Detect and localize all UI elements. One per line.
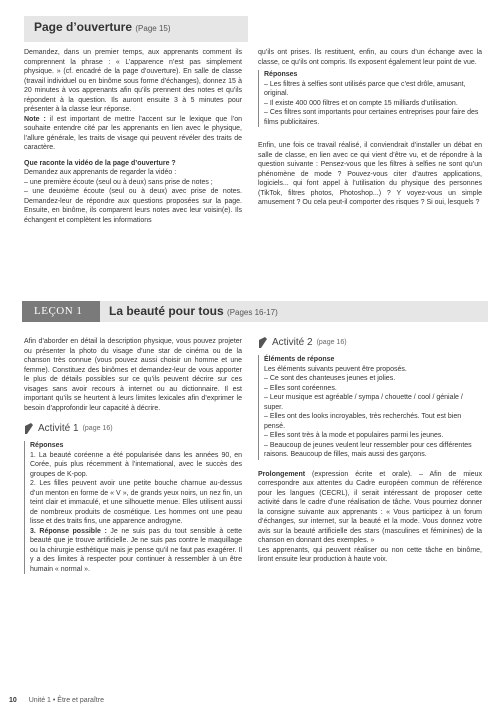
answer-item: – Il existe 400 000 filtres et on compte 15 milliards d’utilisation. (264, 99, 458, 107)
element-item: – Leur musique est agréable / sympa / chouette / cool / géniale / super. (264, 394, 463, 411)
element-item: – Ce sont des chanteuses jeunes et jolies. (264, 375, 396, 382)
left-top-column (24, 48, 242, 225)
possible-text: Je ne suis pas du tout sensible à cette beauté que je trouve artificielle. Je ne suis pas contre le maquillage ou la chirurgie esthétique mais je pense qu’il ne faut pas exagérer. Il y a des limites à respecter pour continuer à ressembler à un être humain « normal ». (30, 527, 242, 573)
closing-paragraph: Enfin, une fois ce travail réalisé, il conviendrait d’installer un débat en salle de classe, en lien avec ce qui vient d’être vu, et de répondre à la question suivante : Pensez-vous que les filtres à selfies ne sont qu’un phénomène de mode ? Pouvez-vous citer d’autres applications, logiciels... qui font appel à l’utilisation du physique des personnes (TikTok, filtres photos, Photoshop...) ? Y voyez-vous un simple amusement ? Ou cela peut-il comporter des risques ? Si oui, lesquels ? (258, 142, 482, 206)
element-item: – Elles ont des looks incroyables, très recherchés. Tout est bien pensé. (264, 413, 462, 430)
answer-item: 1. La beauté coréenne a été popularisée dans les années 90, en Corée, puis plus récemment à l’international, avec le succès des groupes de K-pop. (30, 451, 242, 478)
pencil-icon (24, 423, 34, 435)
answer-item: 2. Les filles peuvent avoir une petite bouche charnue au-dessus d’un menton en forme de « V », de grands yeux noirs, un nez fin, un teint clair et immaculé, et une silhouette menue. Elles utilisent aussi de nombreux produits de cosmétique. Les hommes ont une peau lisse et des traits fins, une apparence androgyne. (30, 480, 242, 525)
activity-2-pages: (page 16) (316, 339, 347, 347)
activity-2-elements (258, 355, 482, 460)
final-paragraph: Les apprenants, qui peuvent réaliser ou non cette tâche en binôme, liront ensuite leur production à haute voix. (258, 546, 482, 563)
activity-1-pages: (page 16) (82, 425, 113, 433)
elements-title: Éléments de réponse (264, 356, 335, 363)
section-title-text: Page d’ouverture (34, 20, 133, 34)
section-title (34, 20, 171, 34)
element-item: – Elles sont coréennes. (264, 384, 337, 392)
note-text: il est important de mettre l’accent sur le lexique que l’on souhaite entendre cité par les apprenants en lien avec le physique, l’allure générale, les traits de visage qui peuvent révéler des traits de caractère. (24, 115, 242, 151)
lesson-title (109, 304, 278, 318)
activity-2-label: Activité 2 (272, 337, 313, 349)
answers-title: Réponses (264, 71, 298, 78)
prolongement-paragraph (258, 470, 482, 546)
element-item: – Beaucoup de jeunes veulent leur ressembler pour ces différentes raisons. Beaucoup de filles, mais aussi des garçons. (264, 441, 472, 458)
answer-item: – Ces filtres sont importants pour certaines entreprises pour faire des films publicitaires. (264, 109, 479, 126)
video-question: Que raconte la vidéo de la page d’ouverture ? (24, 159, 176, 167)
pencil-icon (258, 337, 268, 349)
lesson-title-text: La beauté pour tous (109, 304, 224, 318)
right-top-column (258, 48, 482, 208)
possible-label: 3. Réponse possible : (30, 527, 107, 535)
section-pages: (Page 15) (135, 24, 171, 33)
prolongement-text: (expression écrite et orale). – Afin de mieux correspondre aux attentes du Cadre européen commun de référence pour les langues (CECRL), il serait intéressant de proposer cette activité dans le cadre d’une réalisation de tâche. Vous pourriez donner la consigne suivante aux apprenants : « Vous participez à un forum d’échanges, sur internet, sur la beauté et la mode. Vous donnez votre avis sur la beauté artificielle des stars (masculines et féminines) de la chanson en donnant des exemples. » (258, 470, 482, 544)
answers-title: Réponses (30, 442, 64, 449)
note-label: Note : (24, 115, 46, 123)
answers-box (258, 70, 482, 127)
right-bottom-column (258, 337, 482, 565)
activity-2-heading (258, 337, 482, 349)
page-number: 10 (9, 697, 17, 704)
activity-1-label: Activité 1 (38, 423, 79, 435)
video-instructions: Demandez aux apprenants de regarder la vidéo : – une première écoute (seul ou à deux) sans prise de notes ; – une deuxième écoute (seul ou à deux) avec prise de notes. Demandez-leur de répondre aux questions proposées sur la page. Ensuite, en binôme, ils comparent leurs notes avec leur voisin(e). Ils échangent et complètent les informations (24, 169, 242, 224)
lesson-label: LEÇON 1 (34, 305, 83, 317)
activity-1-heading (24, 423, 242, 435)
answer-item (30, 527, 242, 575)
prolongement-label: Prolongement (258, 470, 306, 478)
footer (9, 697, 104, 704)
lesson-pages: (Pages 16-17) (227, 308, 278, 317)
intro-paragraph: Demandez, dans un premier temps, aux apprenants comment ils comprennent la phrase : « L’apparence n’est pas simplement physique. » (cf. encadré de la page d’ouverture). En salle de classe (travail individuel ou en binôme sous forme d’échanges), donnez 15 à 20 minutes à vos apprenants afin qu’ils prennent des notes et qu’ils répondent à la question. Ils auront ensuite 3 à 5 minutes pour présenter à la classe leur réponse. (24, 49, 242, 113)
element-item: Les éléments suivants peuvent être proposés. (264, 365, 407, 373)
lesson-intro: Afin d’aborder en détail la description physique, vous pouvez projeter ou présenter la photo du visage d’une star de cinéma ou de la chanson très connue (vous pouvez aussi choisir un homme et une femme). Constituez des binômes et demandez-leur de vous apporter le plus de détails possibles sur ce qu’ils peuvent décrire sur ces visages sans avoir recours à internet ou au dictionnaire. Il est important qu’ils se heurtent à leurs limites lexicales afin d’exprimer le besoin d’approfondir leur capacité à décrire. (24, 338, 242, 412)
element-item: – Elles sont très à la mode et populaires parmi les jeunes. (264, 432, 444, 439)
note-paragraph (24, 115, 242, 153)
activity-1-answers (24, 441, 242, 574)
answer-item: – Les filtres à selfies sont utilisés parce que c’est drôle, amusant, original. (264, 80, 466, 97)
continuation-paragraph: qu’ils ont prises. Ils restituent, enfin, au cours d’un échange avec la classe, ce qu’ils ont compris. Ils exposent également leur point de vue. (258, 49, 482, 66)
unit-label: Unité 1 • Être et paraître (28, 697, 104, 704)
left-bottom-column (24, 337, 242, 574)
